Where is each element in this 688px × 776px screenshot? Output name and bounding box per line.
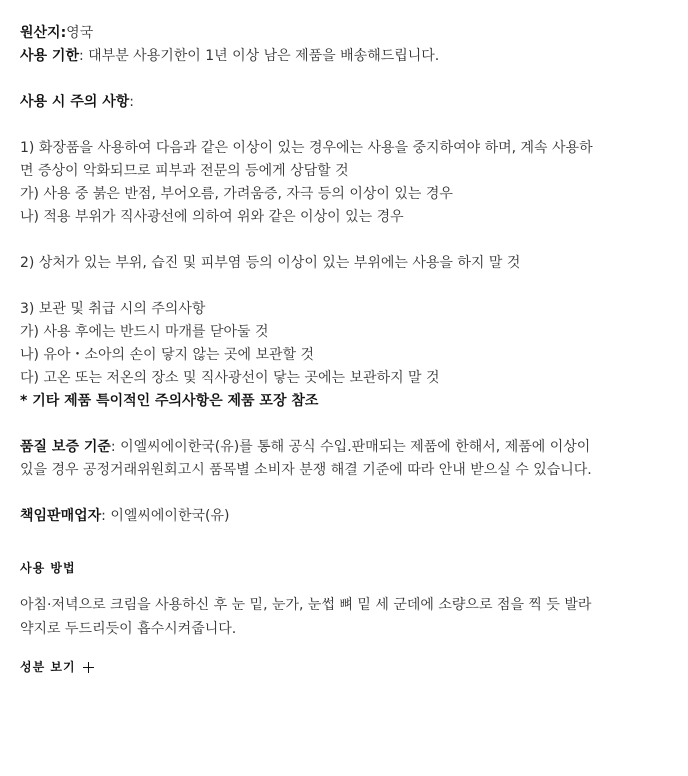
caution-heading-row xyxy=(20,91,668,114)
caution-note: * 기타 제품 특이적인 주의사항은 제품 포장 참조 xyxy=(20,393,319,409)
usage-line-1: 아침·저녁으로 크림을 사용하신 후 눈 밑, 눈가, 눈썹 뼈 밑 세 군데에 소량으로 점을 찍 듯 발라 xyxy=(20,597,592,613)
spacer xyxy=(20,229,668,252)
caution-item-3-b: 나) 유아・소아의 손이 닿지 않는 곳에 보관할 것 xyxy=(20,347,315,363)
ingredients-toggle[interactable] xyxy=(20,657,668,677)
seller-value: : 이엘씨에이한국(유) xyxy=(101,508,230,524)
quality-line-2: 있을 경우 공정거래위원회고시 품목별 소비자 분쟁 해결 기준에 따라 안내 받으실 수 있습니다. xyxy=(20,462,592,478)
quality-row-1 xyxy=(20,436,668,459)
origin-row xyxy=(20,22,668,45)
usage-heading: 사용 방법 xyxy=(20,561,76,575)
caution-item-1-b: 나) 적용 부위가 직사광선에 의하여 위와 같은 이상이 있는 경우 xyxy=(20,209,404,225)
origin-value: 영국 xyxy=(66,25,94,41)
plus-icon[interactable] xyxy=(83,662,94,673)
expiry-row xyxy=(20,45,668,68)
caution-item-3: 3) 보관 및 취급 시의 주의사항 xyxy=(20,301,206,317)
caution-item-3-c: 다) 고온 또는 저온의 장소 및 직사광선이 닿는 곳에는 보관하지 말 것 xyxy=(20,370,440,386)
spacer xyxy=(20,68,668,91)
caution-item-1-line-2: 면 증상이 악화되므로 피부과 전문의 등에게 상담할 것 xyxy=(20,163,349,179)
caution-item-1-a: 가) 사용 중 붉은 반점, 부어오름, 가려움증, 자극 등의 이상이 있는 경우 xyxy=(20,186,453,202)
usage-text xyxy=(20,593,668,641)
caution-item-2: 2) 상처가 있는 부위, 습진 및 피부염 등의 이상이 있는 부위에는 사용을 하지 말 것 xyxy=(20,255,521,271)
caution-heading: 사용 시 주의 사항 xyxy=(20,94,130,110)
seller-label: 책임판매업자 xyxy=(20,508,102,524)
spacer xyxy=(20,114,668,137)
origin-label: 원산지: xyxy=(20,25,67,41)
quality-line-1: : 이엘씨에이한국(유)를 통해 공식 수입.판매되는 제품에 한해서, 제품에 이상이 xyxy=(110,439,591,455)
spacer xyxy=(20,413,668,436)
expiry-label: 사용 기한 xyxy=(20,48,79,64)
spacer xyxy=(20,482,668,505)
ingredients-label: 성분 보기 xyxy=(20,660,76,674)
usage-line-2: 약지로 두드리듯이 흡수시켜줍니다. xyxy=(20,621,237,637)
spacer xyxy=(20,528,668,543)
caution-item-3-a: 가) 사용 후에는 반드시 마개를 닫아둘 것 xyxy=(20,324,269,340)
spacer xyxy=(20,275,668,298)
expiry-value: : 대부분 사용기한이 1년 이상 남은 제품을 배송해드립니다. xyxy=(78,48,440,64)
seller-row xyxy=(20,505,668,528)
caution-item-1-line-1: 1) 화장품을 사용하여 다음과 같은 이상이 있는 경우에는 사용을 중지하여야 하며, 계속 사용하 xyxy=(20,140,593,156)
quality-label: 품질 보증 기준 xyxy=(20,439,111,455)
caution-heading-suffix: : xyxy=(129,94,135,110)
